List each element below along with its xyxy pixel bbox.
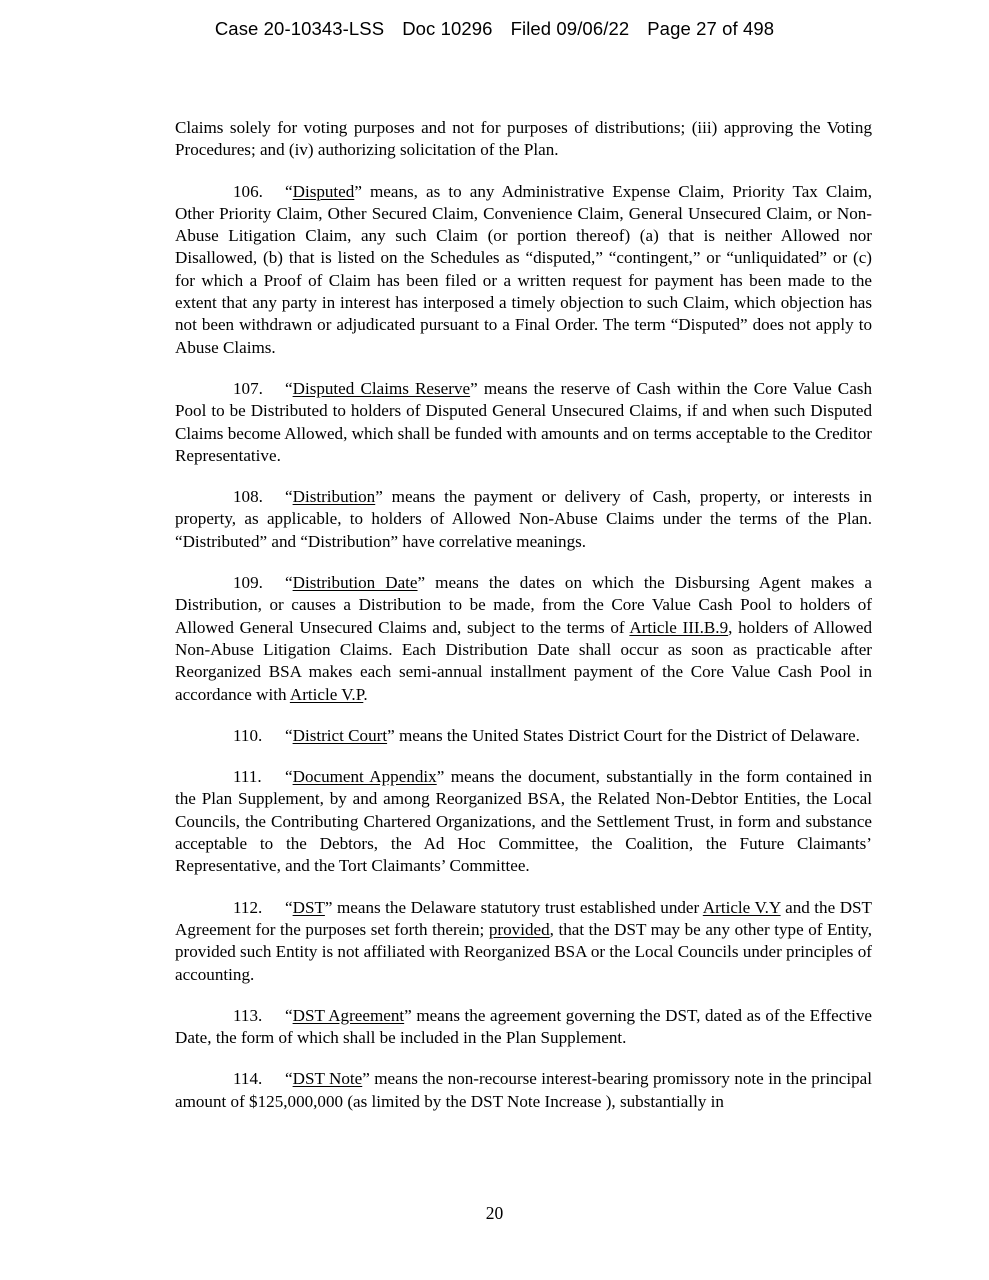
continuation-paragraph: Claims solely for voting purposes and not for purposes of distributions; (iii) approving the Voting Procedures; and (iv) authorizing solicitation of the Plan. [175,118,872,160]
doc-number: Doc 10296 [402,18,493,39]
definition-108: 108. “Distribution” means the payment or delivery of Cash, property, or interests in property, as applicable, to holders of Allowed Non-Abuse Claims under the terms of the Plan. “Distributed” and “Distribution” have correlative meanings. [175,487,872,551]
case-number: Case 20-10343-LSS [214,18,385,39]
article-reference: Article V.P [289,684,364,704]
document-body [175,117,872,1132]
defined-term: Distribution Date [292,573,418,593]
definition-number: 109. [233,573,263,593]
definition-number: 111. [233,767,262,787]
defined-term: Distribution [292,487,376,507]
definition-111: 111. “Document Appendix” means the document, substantially in the form contained in the Plan Supplement, by and among Reorganized BSA, the Related Non-Debtor Entities, the Local Councils, the Contributing Chartered Organizations, and the Settlement Trust, in form and substance acceptable to the Debtors, the Ad Hoc Committee, the Coalition, the Future Claimants’ Representative, and the Tort Claimants’ Committee. [175,767,873,876]
definition-number: 114. [233,1069,263,1089]
definition-107: 107. “Disputed Claims Reserve” means the reserve of Cash within the Core Value Cash Pool to be Distributed to holders of Disputed General Unsecured Claims, if and when such Disputed Claims become Allowed, which shall be funded with amounts and on terms acceptable to the Creditor Representative. [175,378,872,465]
definition-number: 106. [233,181,263,201]
proviso-term: provided [488,919,550,939]
case-header [0,18,989,40]
filed-date: Filed 09/06/22 [510,18,630,39]
article-reference: Article III.B.9 [629,617,729,637]
definition-112: 112. “DST” means the Delaware statutory trust established under Article V.Y and the DST Agreement for the purposes set forth therein; provided, that the DST may be any other type of Entity, provided such Entity is not affiliated with Reorganized BSA or the Local Councils under principles of accounting. [175,897,873,984]
definition-number: 108. [233,487,263,507]
article-reference: Article V.Y [702,897,781,917]
page-count: Page 27 of 498 [647,18,775,39]
definition-110: 110. “District Court” means the United States District Court for the District of Delaware. [175,725,872,747]
definition-113: 113. “DST Agreement” means the agreement governing the DST, dated as of the Effective Date, the form of which shall be included in the Plan Supplement. [175,1005,872,1048]
defined-term: Disputed [292,181,355,201]
definition-number: 107. [233,378,263,398]
defined-term: DST Agreement [292,1005,405,1025]
definition-106: 106. “Disputed” means, as to any Administrative Expense Claim, Priority Tax Claim, Other Priority Claim, Other Secured Claim, Convenience Claim, General Unsecured Claim, or Non-Abuse Litigation Claim, any such Claim (or portion thereof) (a) that is neither Allowed nor Disallowed, (b) that is listed on the Schedules as “disputed,” “contingent,” or “unliquidated” or (c) for which a Proof of Claim has been filed or a written request for payment has been made to the extent that any party in interest has interposed a timely objection to such Claim, which objection has not been withdrawn or adjudicated pursuant to a Final Order. The term “Disputed” does not apply to Abuse Claims. [175,181,872,357]
defined-term: Disputed Claims Reserve [292,378,471,398]
definition-114: 114. “DST Note” means the non-recourse interest-bearing promissory note in the principal amount of $125,000,000 (as limited by the DST Note Increase ), substantially in [175,1069,872,1111]
defined-term: DST Note [292,1069,363,1089]
defined-term: District Court [292,725,388,745]
definition-109: 109. “Distribution Date” means the dates on which the Disbursing Agent makes a Distribution, or causes a Distribution to be made, from the Core Value Cash Pool to holders of Allowed General Unsecured Claims and, subject to the terms of Article III.B.9, holders of Allowed Non-Abuse Litigation Claims. Each Distribution Date shall occur as soon as practicable after Reorganized BSA makes each semi-annual installment payment of the Core Value Cash Pool in accordance with Article V.P. [175,573,872,704]
page-number: 20 [485,1203,504,1223]
defined-term: DST [292,897,325,917]
definition-number: 112. [233,897,263,917]
definition-number: 110. [233,725,263,745]
defined-term: Document Appendix [292,767,437,787]
definition-number: 113. [233,1005,263,1025]
